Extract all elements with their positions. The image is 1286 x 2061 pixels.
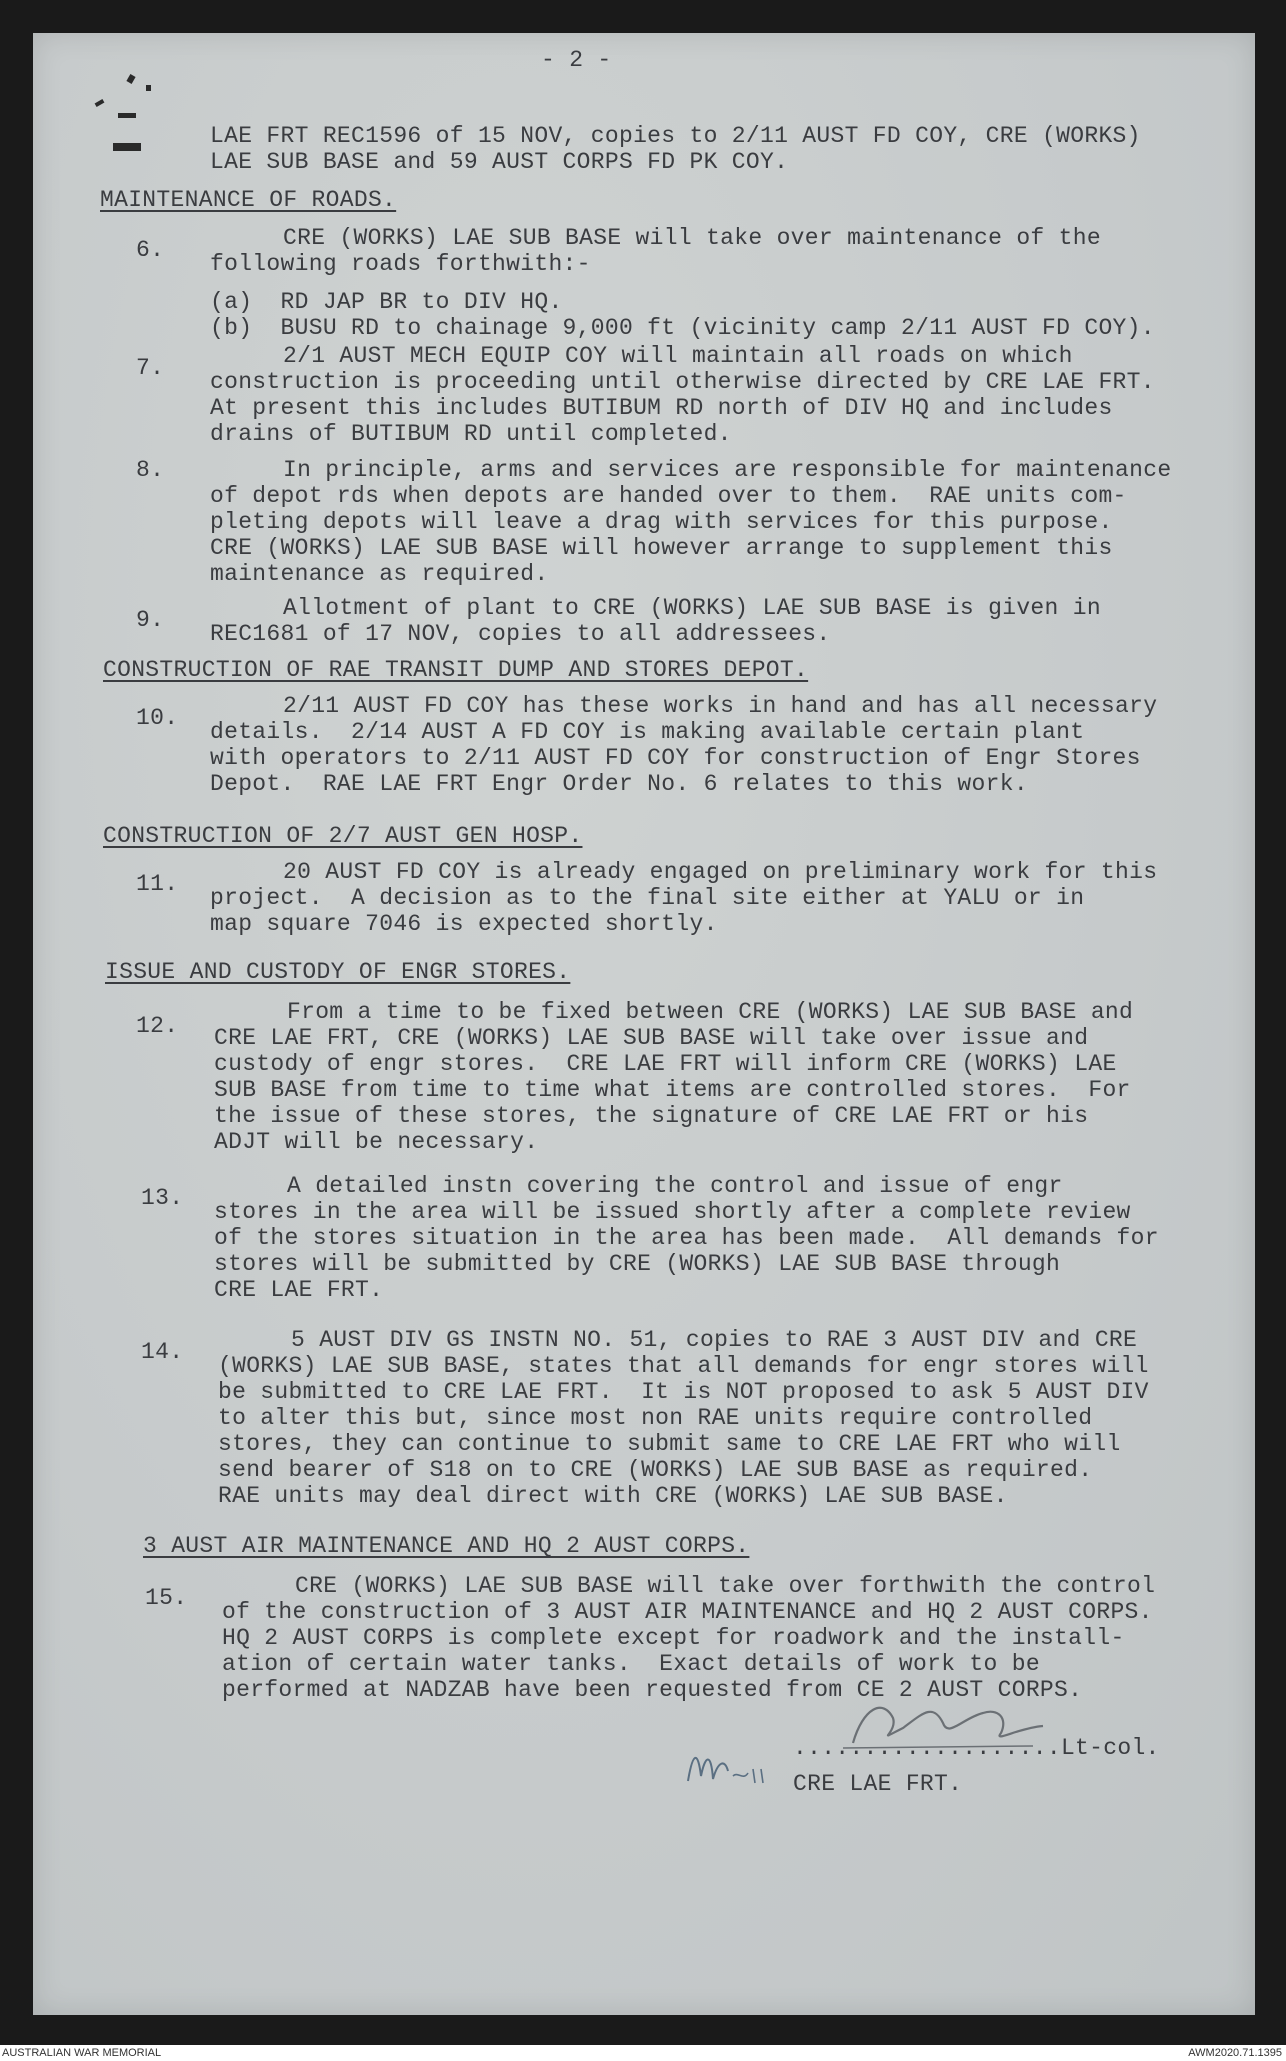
para-15-line-3: HQ 2 AUST CORPS is complete except for roadwork and the install- <box>222 1625 1125 1651</box>
para-11-line-1: 20 AUST FD COY is already engaged on preliminary work for this <box>283 859 1158 885</box>
para-13-line-1: A detailed instn covering the control and issue of engr <box>287 1173 1063 1199</box>
document-page <box>33 33 1255 2015</box>
page-number: - 2 - <box>541 47 612 73</box>
intro-line-1: LAE FRT REC1596 of 15 NOV, copies to 2/11 AUST FD COY, CRE (WORKS) <box>210 123 1141 149</box>
para-15-line-1: CRE (WORKS) LAE SUB BASE will take over forthwith the control <box>295 1573 1156 1599</box>
para-10-line-4: Depot. RAE LAE FRT Engr Order No. 6 relates to this work. <box>210 771 1028 797</box>
para-8-line-3: pleting depots will leave a drag with services for this purpose. <box>210 509 1113 535</box>
para-8-line-1: In principle, arms and services are responsible for maintenance <box>283 457 1172 483</box>
para-14-line-3: be submitted to CRE LAE FRT. It is NOT proposed to ask 5 AUST DIV <box>218 1379 1149 1405</box>
para-15-line-2: of the construction of 3 AUST AIR MAINTENANCE and HQ 2 AUST CORPS. <box>222 1599 1153 1625</box>
para-13-line-2: stores in the area will be issued shortly after a complete review <box>214 1199 1131 1225</box>
section-heading-air: 3 AUST AIR MAINTENANCE AND HQ 2 AUST CORPS. <box>143 1533 750 1559</box>
intro-line-2: LAE SUB BASE and 59 AUST CORPS FD PK COY. <box>210 149 789 175</box>
para-12-line-4: SUB BASE from time to time what items are controlled stores. For <box>214 1077 1131 1103</box>
section-heading-stores: ISSUE AND CUSTODY OF ENGR STORES. <box>105 959 571 985</box>
para-14-line-5: stores, they can continue to submit same to CRE LAE FRT who will <box>218 1431 1121 1457</box>
ink-speck <box>118 113 136 118</box>
para-7-line-2: construction is proceeding until otherwise directed by CRE LAE FRT. <box>210 369 1155 395</box>
ink-speck <box>126 74 135 84</box>
para-number-6: 6. <box>136 237 165 263</box>
para-number-14: 14. <box>141 1339 184 1365</box>
para-number-15: 15. <box>145 1585 188 1611</box>
para-number-12: 12. <box>136 1013 179 1039</box>
archive-reference: AWM2020.71.1395 <box>1188 2047 1282 2059</box>
para-15-line-5: performed at NADZAB have been requested from CE 2 AUST CORPS. <box>222 1677 1083 1703</box>
para-10-line-1: 2/11 AUST FD COY has these works in hand and has all necessary <box>283 693 1158 719</box>
para-9-line-1: Allotment of plant to CRE (WORKS) LAE SUB BASE is given in <box>283 595 1101 621</box>
para-13-line-3: of the stores situation in the area has been made. All demands for <box>214 1225 1159 1251</box>
para-12-line-3: custody of engr stores. CRE LAE FRT will inform CRE (WORKS) LAE <box>214 1051 1117 1077</box>
para-7-line-3: At present this includes BUTIBUM RD north of DIV HQ and includes <box>210 395 1113 421</box>
para-12-line-2: CRE LAE FRT, CRE (WORKS) LAE SUB BASE will take over issue and <box>214 1025 1089 1051</box>
archive-credit: AUSTRALIAN WAR MEMORIAL <box>2 2047 162 2059</box>
section-heading-roads: MAINTENANCE OF ROADS. <box>100 187 397 213</box>
handwritten-initials <box>683 1741 773 1791</box>
para-12-line-6: ADJT will be necessary. <box>214 1129 539 1155</box>
para-6-item-b: (b) BUSU RD to chainage 9,000 ft (vicinity camp 2/11 AUST FD COY). <box>210 315 1155 341</box>
para-14-line-7: RAE units may deal direct with CRE (WORKS) LAE SUB BASE. <box>218 1483 1008 1509</box>
para-13-line-5: CRE LAE FRT. <box>214 1277 384 1303</box>
signature-title: CRE LAE FRT. <box>793 1771 963 1797</box>
para-10-line-3: with operators to 2/11 AUST FD COY for construction of Engr Stores <box>210 745 1141 771</box>
para-12-line-5: the issue of these stores, the signature of CRE LAE FRT or his <box>214 1103 1089 1129</box>
para-number-9: 9. <box>136 607 165 633</box>
para-number-13: 13. <box>141 1185 184 1211</box>
para-10-line-2: details. 2/14 AUST A FD COY is making available certain plant <box>210 719 1085 745</box>
para-11-line-3: map square 7046 is expected shortly. <box>210 911 718 937</box>
ink-speck <box>146 85 151 91</box>
para-14-line-2: (WORKS) LAE SUB BASE, states that all demands for engr stores will <box>218 1353 1149 1379</box>
para-8-line-2: of depot rds when depots are handed over to them. RAE units com- <box>210 483 1127 509</box>
para-8-line-4: CRE (WORKS) LAE SUB BASE will however arrange to supplement this <box>210 535 1113 561</box>
para-number-10: 10. <box>136 705 179 731</box>
para-7-line-4: drains of BUTIBUM RD until completed. <box>210 421 732 447</box>
signature-line: ...................Lt-col. <box>793 1735 1160 1761</box>
para-15-line-4: ation of certain water tanks. Exact details of work to be <box>222 1651 1040 1677</box>
para-8-line-5: maintenance as required. <box>210 561 549 587</box>
para-13-line-4: stores will be submitted by CRE (WORKS) LAE SUB BASE through <box>214 1251 1061 1277</box>
para-6-line-1: CRE (WORKS) LAE SUB BASE will take over maintenance of the <box>283 225 1101 251</box>
para-number-11: 11. <box>136 871 179 897</box>
ink-speck <box>113 143 141 151</box>
para-6-line-2: following roads forthwith:- <box>210 251 591 277</box>
para-14-line-4: to alter this but, since most non RAE units require controlled <box>218 1405 1093 1431</box>
section-heading-hosp: CONSTRUCTION OF 2/7 AUST GEN HOSP. <box>103 823 583 849</box>
handwritten-signature <box>833 1688 1063 1758</box>
para-12-line-1: From a time to be fixed between CRE (WORKS) LAE SUB BASE and <box>287 999 1134 1025</box>
para-number-8: 8. <box>136 457 165 483</box>
para-14-line-6: send bearer of S18 on to CRE (WORKS) LAE SUB BASE as required. <box>218 1457 1093 1483</box>
para-14-line-1: 5 AUST DIV GS INSTN NO. 51, copies to RAE 3 AUST DIV and CRE <box>291 1327 1138 1353</box>
para-number-7: 7. <box>136 355 165 381</box>
section-heading-transit: CONSTRUCTION OF RAE TRANSIT DUMP AND STORES DEPOT. <box>103 657 809 683</box>
ink-speck <box>95 99 105 107</box>
para-6-item-a: (a) RD JAP BR to DIV HQ. <box>210 289 563 315</box>
para-7-line-1: 2/1 AUST MECH EQUIP COY will maintain all roads on which <box>283 343 1073 369</box>
para-11-line-2: project. A decision as to the final site either at YALU or in <box>210 885 1085 911</box>
para-9-line-2: REC1681 of 17 NOV, copies to all addressees. <box>210 621 831 647</box>
